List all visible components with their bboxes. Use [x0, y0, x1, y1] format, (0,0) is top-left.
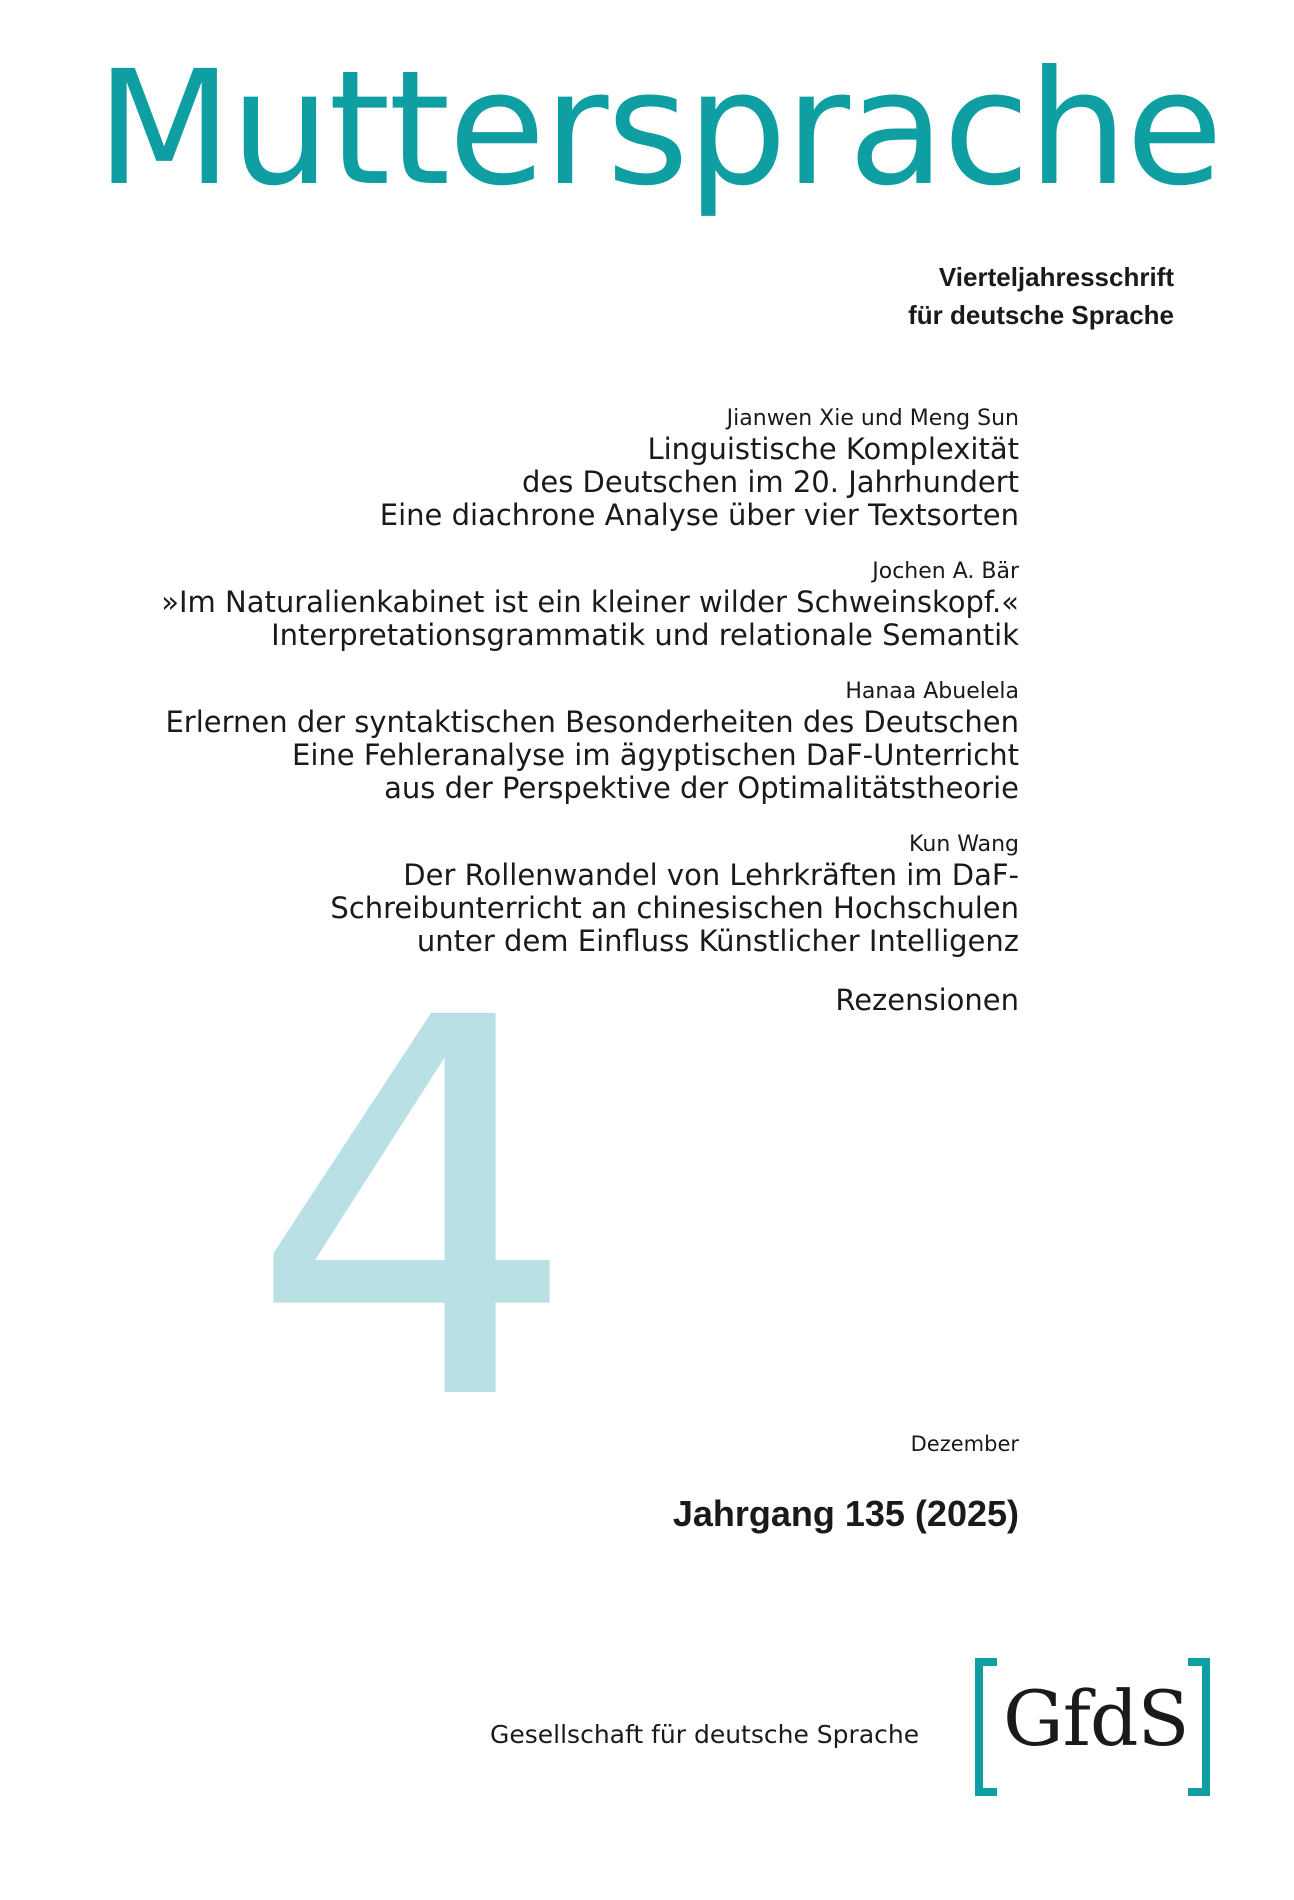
article-2 — [89, 558, 1019, 652]
gfds-logo — [975, 1658, 1210, 1780]
article-title-line: Erlernen der syntaktischen Besonderheiten des Deutschen — [165, 705, 1019, 739]
article-title-line: aus der Perspektive der Optimalitätstheorie — [384, 771, 1019, 805]
article-title-line: Linguistische Komplexität — [647, 432, 1019, 466]
article-title-line: »Im Naturalienkabinet ist ein kleiner wilder Schweinskopf.« — [161, 585, 1019, 619]
article-title-line: Eine Fehleranalyse im ägyptischen DaF-Unterricht — [292, 738, 1019, 772]
article-title-line: des Deutschen im 20. Jahrhundert — [521, 465, 1019, 499]
article-4 — [89, 831, 1019, 958]
article-author: Kun Wang — [909, 832, 1019, 857]
publisher-name: Gesellschaft für deutsche Sprache — [490, 1720, 920, 1749]
journal-title: Muttersprache — [96, 37, 1222, 221]
article-1 — [89, 405, 1019, 532]
logo-bracket-right — [1188, 1658, 1210, 1796]
article-title-line: Der Rollenwandel von Lehrkräften im DaF- — [403, 858, 1019, 892]
reviews-section-label: Rezensionen — [835, 983, 1019, 1017]
logo-text: GfdS — [1003, 1674, 1189, 1763]
table-of-contents — [89, 405, 1019, 1017]
article-title-line: unter dem Einfluss Künstlicher Intelligenz — [416, 924, 1019, 958]
article-title-line: Schreibunterricht an chinesischen Hochschulen — [330, 891, 1019, 925]
issue-number: 4 — [248, 909, 579, 1515]
issue-volume: Jahrgang 135 (2025) — [672, 1493, 1019, 1534]
logo-bracket-left — [975, 1658, 997, 1796]
article-author: Jianwen Xie und Meng Sun — [726, 406, 1019, 431]
subtitle-line-2: für deutsche Sprache — [908, 300, 1174, 330]
subtitle-line-1: Vierteljahresschrift — [938, 262, 1174, 292]
journal-subtitle — [908, 258, 1174, 334]
article-author: Hanaa Abuelela — [845, 679, 1019, 704]
article-title-line: Interpretationsgrammatik und relationale Semantik — [271, 618, 1019, 652]
issue-month: Dezember — [910, 1432, 1019, 1456]
article-author: Jochen A. Bär — [872, 559, 1019, 584]
article-3 — [89, 678, 1019, 805]
article-title-line: Eine diachrone Analyse über vier Textsorten — [379, 498, 1019, 532]
